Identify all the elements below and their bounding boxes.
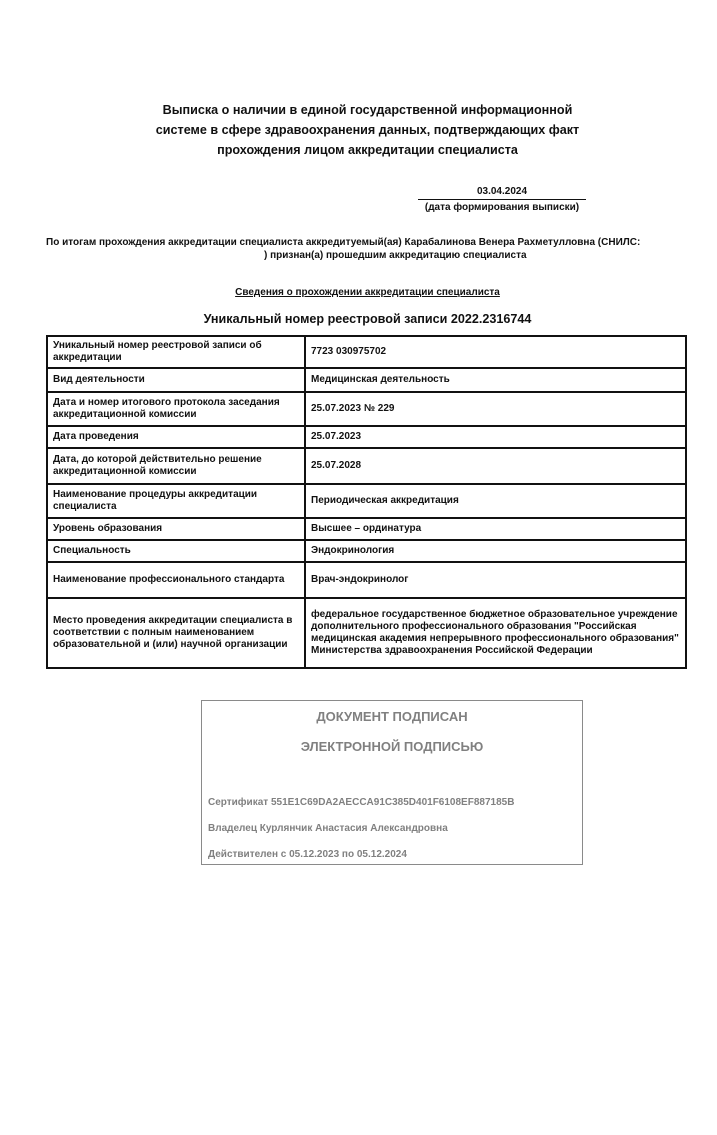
row-label: Место проведения аккредитации специалиста в соответствии с полным наименованием образовательной и (или) научной организации — [47, 598, 305, 668]
formation-date-caption: (дата формирования выписки) — [424, 202, 580, 213]
table-row — [47, 598, 686, 668]
table-row — [47, 540, 686, 562]
row-label: Дата, до которой действительно решение аккредитационной комиссии — [47, 448, 305, 484]
table-row — [47, 392, 686, 426]
row-value: 7723 030975702 — [305, 336, 686, 368]
electronic-signature-stamp — [201, 700, 583, 865]
document-title — [0, 100, 717, 160]
row-value: федеральное государственное бюджетное образовательное учреждение дополнительного профессионального образования "Российская медицинская академия непрерывного профессионального образования" Министерства здравоохранения Российской Федерации — [305, 598, 686, 668]
table-row — [47, 336, 686, 368]
row-value: Врач-эндокринолог — [305, 562, 686, 598]
row-label: Специальность — [47, 540, 305, 562]
stamp-validity: Действителен с 05.12.2023 по 05.12.2024 — [208, 849, 407, 860]
table-row — [47, 448, 686, 484]
row-label: Уровень образования — [47, 518, 305, 540]
section-heading — [0, 286, 717, 299]
title-line-1: Выписка о наличии в единой государственной информационной — [162, 103, 573, 117]
stamp-title-line-1: ДОКУМЕНТ ПОДПИСАН — [316, 709, 468, 724]
row-value: 25.07.2023 — [305, 426, 686, 448]
intro-line-2: ) признан(а) прошедшим аккредитацию специалиста — [264, 250, 527, 261]
row-label: Вид деятельности — [47, 368, 305, 392]
accreditation-details-table — [46, 335, 687, 669]
table-row — [47, 426, 686, 448]
formation-date-block — [418, 186, 586, 214]
row-label: Наименование процедуры аккредитации специалиста — [47, 484, 305, 518]
row-value: 25.07.2028 — [305, 448, 686, 484]
row-label: Дата и номер итогового протокола заседания аккредитационной комиссии — [47, 392, 305, 426]
row-value: Эндокринология — [305, 540, 686, 562]
section-heading-text: Сведения о прохождении аккредитации специалиста — [235, 287, 500, 298]
title-line-2: системе в сфере здравоохранения данных, подтверждающих факт — [155, 123, 580, 137]
stamp-owner: Владелец Курлянчик Анастасия Александровна — [208, 823, 448, 834]
formation-date-value: 03.04.2024 — [418, 186, 586, 200]
intro-paragraph — [46, 236, 686, 262]
row-value: Периодическая аккредитация — [305, 484, 686, 518]
row-label: Дата проведения — [47, 426, 305, 448]
table-row — [47, 484, 686, 518]
table-row — [47, 368, 686, 392]
title-line-3: прохождения лицом аккредитации специалиста — [217, 143, 518, 157]
registry-number-title: Уникальный номер реестровой записи 2022.2316744 — [203, 312, 532, 326]
table-row — [47, 518, 686, 540]
row-label: Уникальный номер реестровой записи об аккредитации — [47, 336, 305, 368]
row-value: Высшее – ординатура — [305, 518, 686, 540]
stamp-title-line-2: ЭЛЕКТРОННОЙ ПОДПИСЬЮ — [300, 739, 484, 754]
row-label: Наименование профессионального стандарта — [47, 562, 305, 598]
table-row — [47, 562, 686, 598]
row-value: Медицинская деятельность — [305, 368, 686, 392]
row-value: 25.07.2023 № 229 — [305, 392, 686, 426]
stamp-certificate: Сертификат 551E1C69DA2AECCA91C385D401F6108EF887185B — [208, 797, 515, 808]
intro-line-1: По итогам прохождения аккредитации специалиста аккредитуемый(ая) Карабалинова Венера Рахметулловна (СНИЛС: — [46, 237, 641, 248]
